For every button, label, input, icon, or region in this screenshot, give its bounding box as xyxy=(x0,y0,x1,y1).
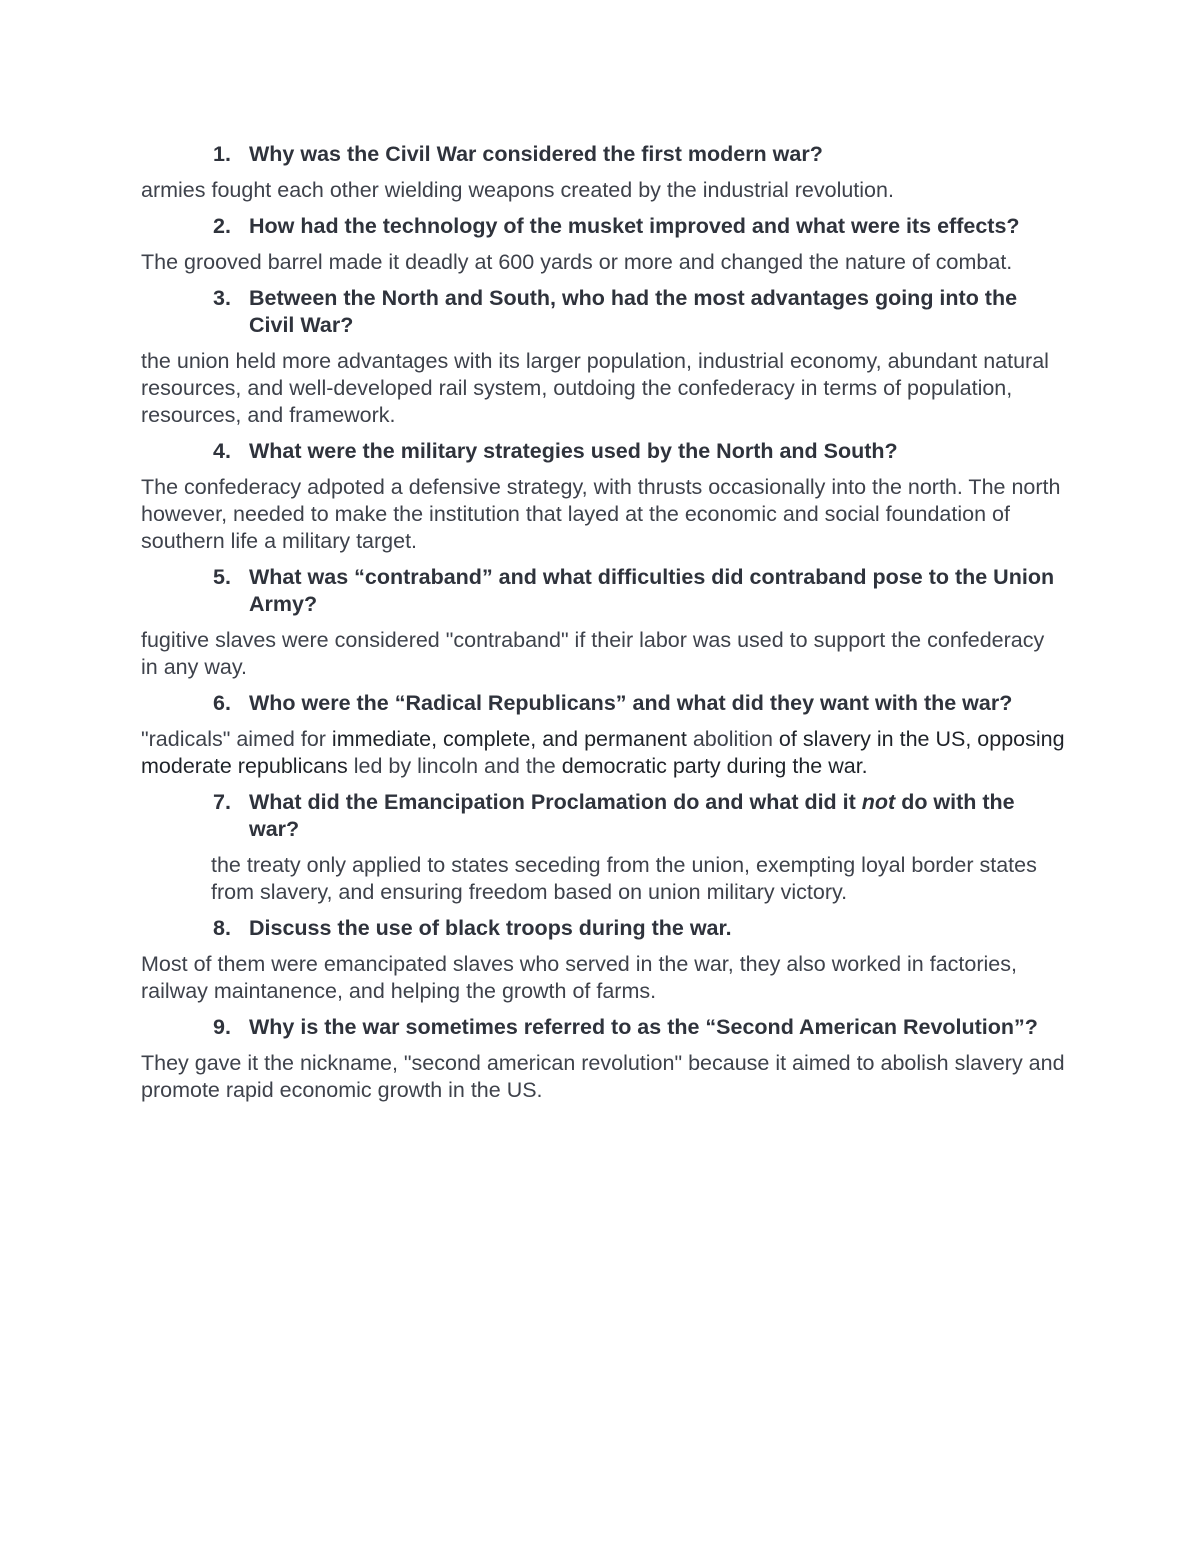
question-text xyxy=(141,915,1066,942)
answer-text: The confederacy adpoted a defensive strategy, with thrusts occasionally into the north. The north however, needed to make the institution that layed at the economic and social foundation of southern life a military target. xyxy=(141,475,1061,553)
question-label: What was “contraband” and what difficulties did contraband pose to the Union Army? xyxy=(249,565,1055,616)
answer-text: The grooved barrel made it deadly at 600 yards or more and changed the nature of combat. xyxy=(141,250,1013,274)
answer-text: the treaty only applied to states seceding from the union, exempting loyal border states from slavery, and ensuring freedom based on union military victory. xyxy=(211,853,1037,904)
question-label: How had the technology of the musket improved and what were its effects? xyxy=(249,214,1020,238)
answer-part: "radicals" aimed for xyxy=(141,727,332,751)
question-item-5 xyxy=(141,564,1066,681)
question-text xyxy=(141,213,1066,240)
question-number: 8. xyxy=(213,916,231,940)
question-label-after: do with the war? xyxy=(249,790,1015,841)
answer-part: democratic party during the war. xyxy=(561,754,868,778)
answer-text: fugitive slaves were considered "contraband" if their labor was used to support the confederacy in any way. xyxy=(141,628,1045,679)
answer-text: Most of them were emancipated slaves who served in the war, they also worked in factories, railway maintanence, and helping the growth of farms. xyxy=(141,952,1017,1003)
question-number: 4. xyxy=(213,439,231,463)
question-number: 5. xyxy=(213,565,231,589)
answer-part: immediate, complete, and permanent xyxy=(331,727,687,751)
question-label: Why is the war sometimes referred to as the “Second American Revolution”? xyxy=(249,1015,1038,1039)
question-label: What were the military strategies used by the North and South? xyxy=(249,439,898,463)
answer-part: of slavery in the US, opposing moderate republicans xyxy=(141,727,1065,778)
answer-text xyxy=(141,726,1066,780)
answer-text: They gave it the nickname, "second american revolution" because it aimed to abolish slavery and promote rapid economic growth in the US. xyxy=(141,1051,1065,1102)
questions-list xyxy=(141,141,1066,1113)
question-item-4 xyxy=(141,438,1066,555)
question-item-7 xyxy=(141,789,1066,906)
question-label: Who were the “Radical Republicans” and what did they want with the war? xyxy=(249,691,1013,715)
question-label: Why was the Civil War considered the first modern war? xyxy=(249,142,823,166)
question-item-1 xyxy=(141,141,1066,204)
answer-part: abolition xyxy=(686,727,779,751)
answer-text: armies fought each other wielding weapons created by the industrial revolution. xyxy=(141,178,894,202)
question-label-emphasis: not xyxy=(861,790,896,814)
question-text xyxy=(141,141,1066,168)
question-number: 2. xyxy=(213,214,231,238)
answer-text: the union held more advantages with its larger population, industrial economy, abundant natural resources, and well-developed rail system, outdoing the confederacy in terms of population, resources, and framework. xyxy=(141,349,1049,427)
question-text xyxy=(141,438,1066,465)
question-item-9 xyxy=(141,1014,1066,1104)
question-item-6 xyxy=(141,690,1066,780)
question-item-8 xyxy=(141,915,1066,1005)
question-number: 1. xyxy=(213,142,231,166)
question-number: 7. xyxy=(213,790,231,814)
question-number: 9. xyxy=(213,1015,231,1039)
question-text xyxy=(141,1014,1066,1041)
question-text xyxy=(141,564,1066,618)
question-item-2 xyxy=(141,213,1066,276)
question-text xyxy=(141,690,1066,717)
question-item-3 xyxy=(141,285,1066,429)
question-number: 3. xyxy=(213,286,231,310)
question-label-before: What did the Emancipation Proclamation do and what did it xyxy=(249,790,862,814)
question-text xyxy=(141,285,1066,339)
question-number: 6. xyxy=(213,691,231,715)
question-text xyxy=(141,789,1066,843)
question-label: Discuss the use of black troops during the war. xyxy=(249,916,732,940)
answer-part: led by lincoln and the xyxy=(347,754,562,778)
question-label: Between the North and South, who had the most advantages going into the Civil War? xyxy=(249,286,1018,337)
